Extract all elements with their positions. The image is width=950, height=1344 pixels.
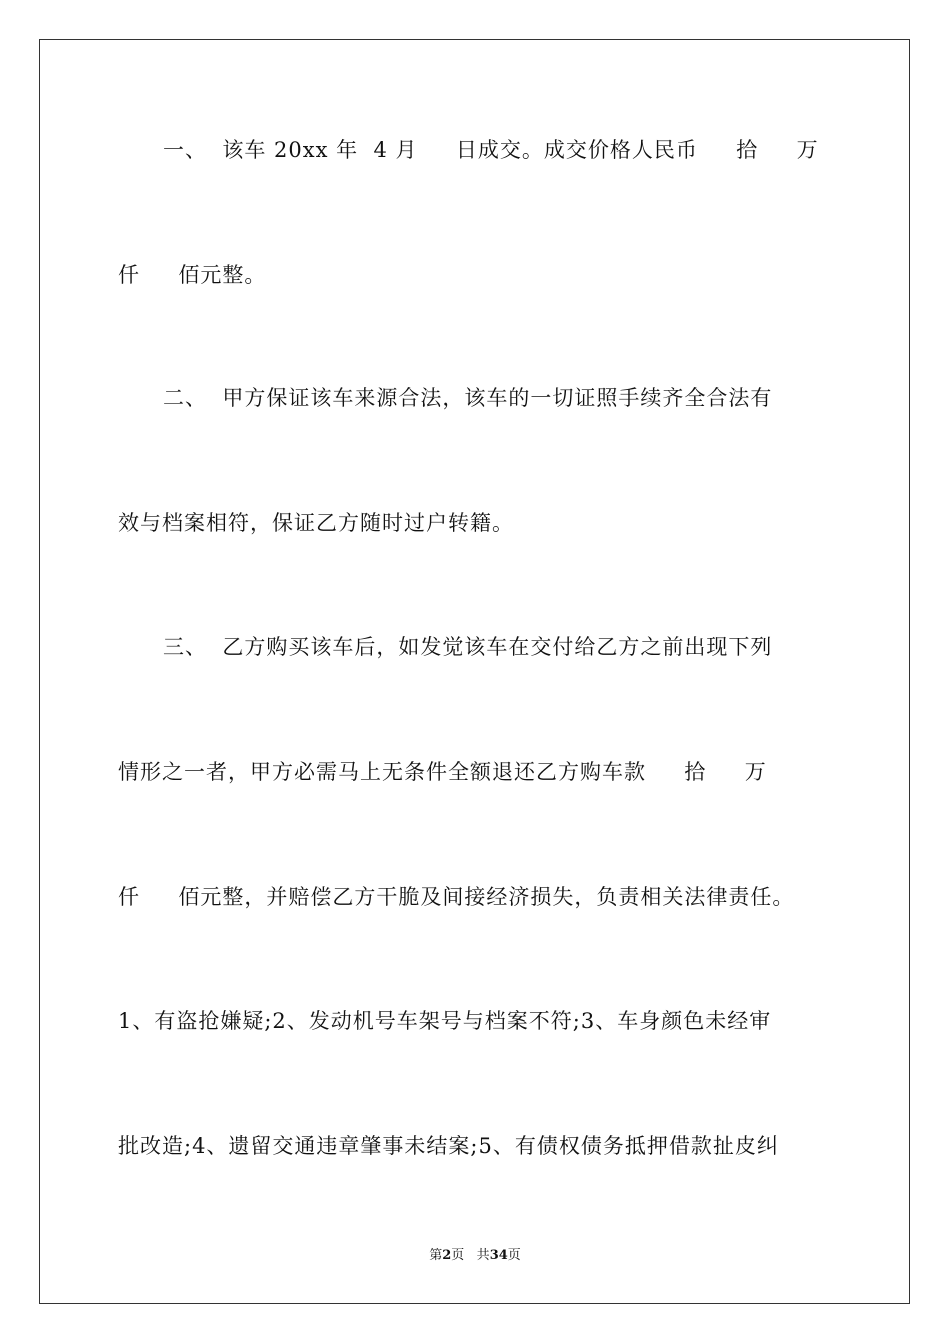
- total-pages: 34: [489, 1248, 508, 1263]
- clause-2-line-2: 效与档案相符，保证乙方随时过户转籍。: [118, 511, 514, 535]
- clause-3-line-1: 三、 乙方购买该车后，如发觉该车在交付给乙方之前出现下列: [163, 635, 773, 659]
- clause-2-line-1: 二、 甲方保证该车来源合法，该车的一切证照手续齐全合法有: [163, 386, 773, 410]
- total-prefix: 共: [476, 1248, 490, 1263]
- total-suffix: 页: [507, 1248, 521, 1263]
- page-suffix: 页: [451, 1248, 465, 1263]
- page-prefix: 第: [429, 1248, 443, 1263]
- clause-1-line-2: 仟 佰元整。: [118, 263, 267, 287]
- clause-3-line-2: 情形之一者，甲方必需马上无条件全额退还乙方购车款 拾 万: [118, 760, 767, 784]
- clause-1-line-1: 一、 该车 20xx 年 4 月 日成交。成交价格人民币 拾 万: [163, 138, 819, 162]
- page-border: [39, 39, 910, 1304]
- page-footer: [0, 1247, 950, 1265]
- clause-3-line-3: 仟 佰元整，并赔偿乙方干脆及间接经济损失，负责相关法律责任。: [118, 885, 795, 909]
- conditions-line-1: 1、有盗抢嫌疑;2、发动机号车架号与档案不符;3、车身颜色未经审: [118, 1009, 772, 1033]
- conditions-line-2: 批改造;4、遗留交通违章肇事未结案;5、有债权债务抵押借款扯皮纠: [118, 1134, 779, 1158]
- page-number: 2: [442, 1248, 452, 1263]
